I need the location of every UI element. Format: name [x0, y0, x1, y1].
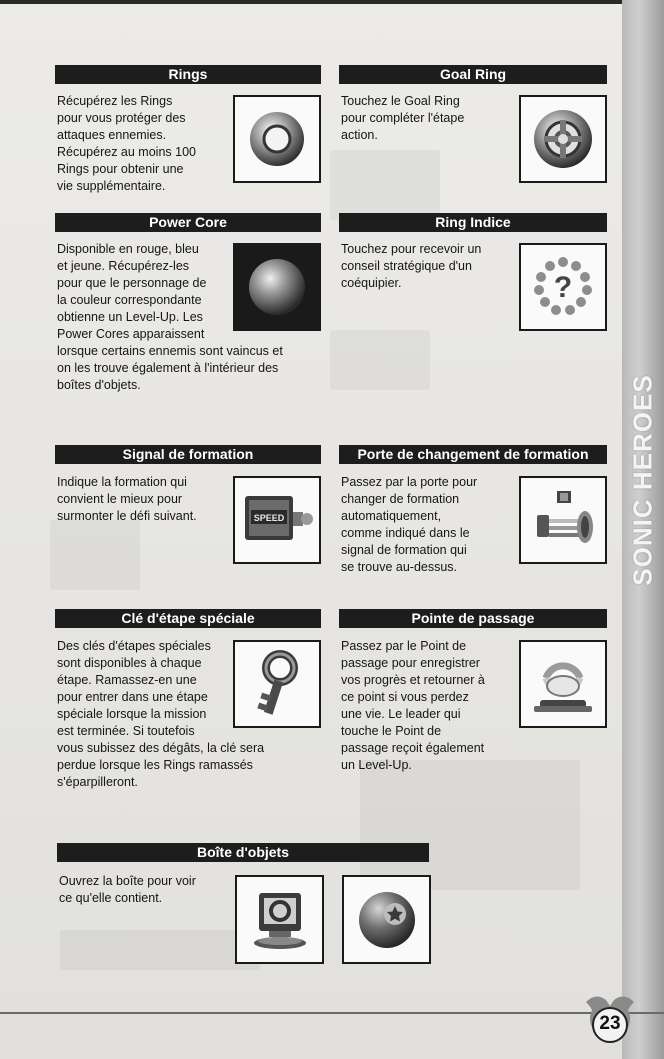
ring-icon: [245, 107, 309, 171]
background-ghost-panel: [330, 150, 440, 220]
ring-image: [233, 95, 321, 183]
power-core-icon: [243, 253, 311, 321]
top-border: [0, 0, 664, 4]
boite-objets-monitor-image: [235, 875, 324, 964]
section-header-boite-objets: Boîte d'objets: [57, 843, 429, 862]
section-header-porte-formation: Porte de changement de formation: [339, 445, 607, 464]
section-header-ring-indice: Ring Indice: [339, 213, 607, 232]
svg-text:?: ?: [553, 271, 573, 304]
section-text-cle-etape: Des clés d'étapes spéciales sont disponibles à chaque étape. Ramassez-en une pour entrer dans une étape spéciale lorsque la mission est terminée. Si toutefois vous subissez des dégâts, la clé sera perdue lorsque les Rings ramassés s'éparpilleront.: [57, 639, 265, 789]
section-header-rings: Rings: [55, 65, 321, 84]
section-header-pointe-passage: Pointe de passage: [339, 609, 607, 628]
section-text-power-core: Disponible en rouge, bleu et jeune. Récupérez-les pour que le personnage de la couleur correspondante obtienne un Level-Up. Les Power Cores apparaissent lorsque certains ennemis sont vaincus et on les trouve également à l'intérieur des boîtes d'objets.: [57, 242, 283, 392]
section-text-boite-objets: Ouvrez la boîte pour voir ce qu'elle contient.: [59, 874, 196, 905]
star-ball-icon: [355, 888, 419, 952]
sidebar: [622, 0, 664, 1059]
background-ghost-panel: [330, 330, 430, 390]
speed-label: SPEED: [253, 513, 285, 523]
cle-etape-image: [233, 640, 321, 728]
background-ghost-panel: [360, 760, 580, 890]
speed-signal-icon: [239, 490, 315, 550]
footer-rule: [0, 1012, 664, 1014]
section-text-rings: Récupérez les Rings pour vous protéger des attaques ennemies. Récupérez au moins 100 Rings pour obtenir une vie supplémentaire.: [57, 94, 196, 193]
sidebar-title: SONIC HEROES: [627, 374, 658, 586]
section-text-porte-formation: Passez par la porte pour changer de formation automatiquement, comme indiqué dans le signal de formation qui se trouve au-dessus.: [341, 475, 478, 574]
item-monitor-icon: [247, 887, 313, 953]
pointe-passage-image: [519, 640, 607, 728]
section-header-power-core: Power Core: [55, 213, 321, 232]
goal-ring-image: [519, 95, 607, 183]
section-text-goal-ring: Touchez le Goal Ring pour compléter l'étape action.: [341, 94, 465, 142]
formation-gate-icon: [527, 485, 599, 555]
page-number-badge: [582, 992, 638, 1050]
power-core-image: [233, 243, 321, 331]
section-text-ring-indice: Touchez pour recevoir un conseil stratégique d'un coéquipier.: [341, 242, 482, 290]
ring-indice-image: [519, 243, 607, 331]
goal-ring-icon: [530, 106, 596, 172]
page-number: 23: [599, 1012, 621, 1034]
section-header-goal-ring: Goal Ring: [339, 65, 607, 84]
checkpoint-icon: [526, 648, 600, 720]
hint-ring-icon: [528, 252, 598, 322]
special-key-icon: [247, 648, 307, 720]
background-ghost-panel: [50, 520, 140, 590]
section-header-cle-etape: Clé d'étape spéciale: [55, 609, 321, 628]
signal-formation-image: [233, 476, 321, 564]
boite-objets-ball-image: [342, 875, 431, 964]
section-text-pointe-passage: Passez par le Point de passage pour enregistrer vos progrès et retourner à ce point si vous perdez une vie. Le leader qui touche le Point de passage reçoit également un Level-Up.: [341, 639, 485, 772]
background-ghost-panel: [60, 930, 260, 970]
section-header-signal-formation: Signal de formation: [55, 445, 321, 464]
section-text-signal-formation: Indique la formation qui convient le mieux pour surmonter le défi suivant.: [57, 475, 197, 523]
porte-formation-image: [519, 476, 607, 564]
